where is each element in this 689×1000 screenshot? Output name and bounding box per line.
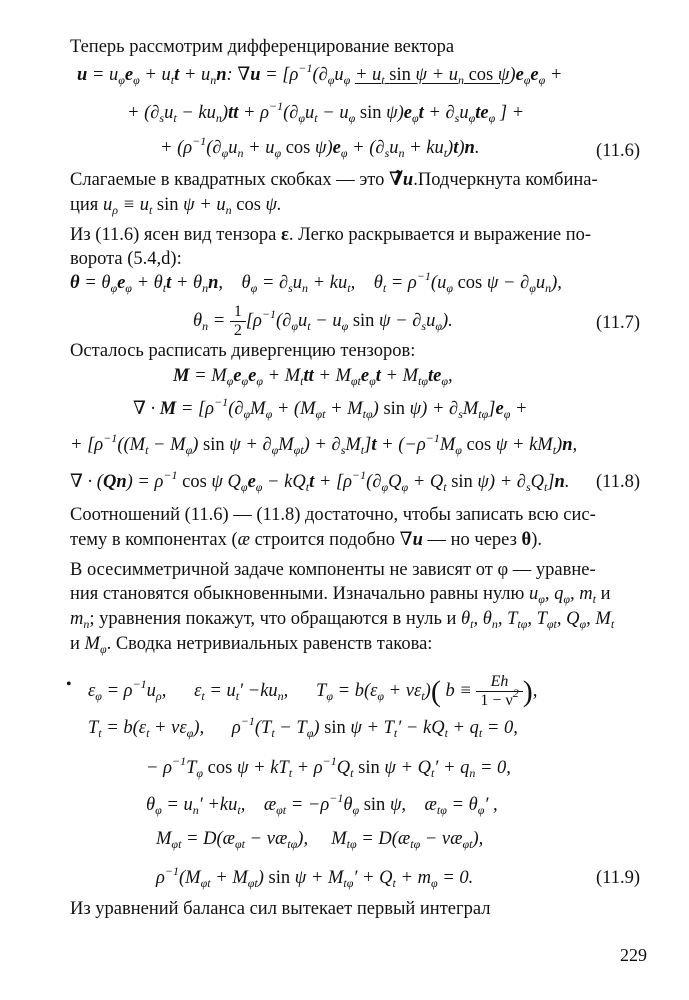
text-tensor: Из (11.6) ясен вид тензора <box>70 225 277 245</box>
text-vanish: ; уравнения покажут, что обращаются в нуль и <box>89 609 457 629</box>
equation-11-8-line-3: + [$\rho^{-1}((M_t - M_\varphi)$ $\sin \psi + \partial_\varphi M_{\varphi t}) + \partial_sM_t]t + (-\rho^{-1}M_\varphi$ $\cos \psi + kM_t)n$, <box>70 431 578 457</box>
equation-11-9-line-5: $M_{\varphi t}$ = $D(æ_{\varphi t}$ − $\nu æ_{t\varphi}$), $M_{t\varphi}$ = $D(æ_{t\varphi}$ − $\nu æ_{\varphi t}$), <box>156 829 484 851</box>
text-ordinary: ния становятся обыкновенными. Изначально равны нулю <box>70 584 525 604</box>
paragraph-terms: Слагаемые в квадратных скобках — это ∇̃u.Подчеркнута комбина- <box>70 170 598 190</box>
equation-number-11-8: (11.8) <box>596 472 641 492</box>
equation-number-11-6: (11.6) <box>596 141 641 161</box>
paragraph-first-integral <box>70 897 490 921</box>
text-components: тему в компонентах ( <box>70 530 238 550</box>
text-terms: Слагаемые в квадратных скобках — это <box>70 170 385 190</box>
text-relations: Соотношений (11.6) — (11.8) достаточно, чтобы записать всю сис- <box>70 505 596 525</box>
equation-11-9-line-6: $\rho^{-1}(M_{\varphi t} + M_{\varphi t})$ $\sin \psi + M_{t\varphi}' + Q_t + m_\varphi = 0$. <box>156 864 474 890</box>
equation-11-7-line-2: $\theta_n$ = $\frac{1}{2}$ [$\rho^{-1}(\partial_\varphi u_t - u_\varphi$ $\sin \psi - \partial_su_\varphi$). <box>193 303 453 339</box>
equation-11-9-line-3: − $\rho^{-1}T_\varphi$ $\cos \psi + kT_t + \rho^{-1}Q_t$ $\sin \psi + Q_t' + q_n = 0$, <box>146 754 511 780</box>
paragraph-divergence <box>70 339 415 363</box>
text-components-through: — но через <box>427 530 517 550</box>
text-divergence: Осталось расписать дивергенцию тензоров: <box>70 341 416 361</box>
text-components-end: ). <box>531 530 542 550</box>
paragraph-ordinary: ния становятся обыкновенными. Изначально равны нулю $u_\varphi$, $q_\varphi$, $m_t$ и <box>70 584 611 606</box>
text-first-integral: Из уравнений баланса сил вытекает первый интеграл <box>70 899 491 919</box>
paragraph-vanish: $m_n$; уравнения покажут, что обращаются в нуль и $\theta_t$, $\theta_n$, $T_{t\varphi}$, $T_{\varphi t}$, $Q_\varphi$, $M_t$ <box>70 609 615 631</box>
paragraph-components: тему в компонентах (æ строится подобно ∇u — но через θ). <box>70 530 542 550</box>
text-combination: ция <box>70 195 99 215</box>
paragraph-relations <box>70 503 596 527</box>
text-components-built: строится подобно <box>254 530 396 550</box>
equation-11-7-line-1: $\theta = \theta_\varphi e_\varphi + \theta_tt + \theta_nn$, $\theta_\varphi = \partial_su_n + ku_t$, $\theta_t = \rho^{-1}(u_\varphi$ $\cos \psi - \partial_\varphi u_n$), <box>70 269 562 295</box>
text-rotation: ворота (5.4,d): <box>70 249 182 269</box>
equation-11-9-line-2: $T_t = b(\varepsilon_t + \nu\varepsilon_\varphi)$, $\rho^{-1}(T_t - T_\varphi)$ $\sin \psi + T_t' - kQ_t + q_t = 0$, <box>88 714 518 740</box>
bullet-mark: • <box>66 676 72 693</box>
equation-number-11-7: (11.7) <box>596 313 641 333</box>
text-intro: Теперь рассмотрим дифференцирование вектора <box>70 37 455 57</box>
equation-11-8-line-4: ∇ · $(Qn) = \rho^{-1}$ cos ψ $Q_\varphi e_\varphi - kQ_tt + [\rho^{-1}(\partial_\varphi Q_\varphi + Q_t$ $\sin \psi) + \partial_sQ_t]n$. <box>70 468 570 494</box>
text-summary-and: и <box>70 634 80 654</box>
text-ordinary-and: и <box>600 584 611 604</box>
text-axisymmetric: В осесимметричной задаче компоненты не зависят от φ — уравне- <box>70 560 596 580</box>
page-number: 229 <box>620 945 647 965</box>
paragraph-axisymmetric <box>70 558 596 582</box>
paragraph-summary: и $M_\varphi$. Сводка нетривиальных равенств такова: <box>70 634 433 656</box>
paragraph-rotation <box>70 247 182 271</box>
equation-11-9-line-4: $\theta_\varphi = u_n' +ku_t$, $æ_{\varphi t} = -\rho^{-1}\theta_\varphi$ sin ψ, $æ_{t\varphi} = \theta_\varphi'$ , <box>146 791 498 817</box>
equation-11-8-line-2: ∇ · $M = [\rho^{-1}(\partial_\varphi M_\varphi + (M_{\varphi t} + M_{t\varphi})$ $\sin \psi) + \partial_sM_{t\varphi}]e_\varphi$ + <box>133 395 528 421</box>
paragraph-tensor: Из (11.6) ясен вид тензора ε. Легко раскрывается и выражение по- <box>70 225 592 245</box>
equation-11-6-line-1: $u = u_\varphi e_\varphi + u_tt + u_nn$: $\nabla u = [\rho^{-1}(\partial_\varphi u_\varphi + u_t$ $\sin \psi + u_n$ $\cos \psi)e_\varphi e_\varphi$ + <box>77 61 563 87</box>
paragraph-combination: ция $u_\rho \equiv u_t$ $\sin \psi + u_n$ cos ψ. <box>70 195 282 217</box>
text-terms-continued: .Подчеркнута комбина- <box>413 170 598 190</box>
text-summary: . Сводка нетривиальных равенств такова: <box>106 634 433 654</box>
text-tensor-continued: . Легко раскрывается и выражение по- <box>288 225 592 245</box>
equation-11-8-line-1: $M = M_\varphi e_\varphi e_\varphi + M_ttt + M_{\varphi t}e_\varphi t + M_{t\varphi}te_\varphi$, <box>173 366 453 388</box>
equation-11-6-line-3: + ($\rho^{-1}(\partial_\varphi u_n + u_\varphi$ $\cos \psi)e_\varphi + (\partial_su_n + ku_t)t)n$. <box>160 134 480 160</box>
equation-11-9-line-1: $\varepsilon_\varphi = \rho^{-1}u_\rho$, $\varepsilon_t = u_t' -ku_n$, $T_\varphi = b(\varepsilon_\varphi + \nu\varepsilon_t)$( b ≡ $\frac{Eh}{1 - \nu^2}$ ), <box>88 673 538 709</box>
equation-number-11-9: (11.9) <box>596 868 641 888</box>
paragraph-intro <box>70 35 454 59</box>
equation-11-6-line-2: + $(\partial_su_t - ku_n)tt + \rho^{-1}(\partial_\varphi u_t - u_\varphi$ $\sin \psi)e_\varphi t + \partial_su_\varphi te_\varphi$ ] + <box>127 99 525 125</box>
